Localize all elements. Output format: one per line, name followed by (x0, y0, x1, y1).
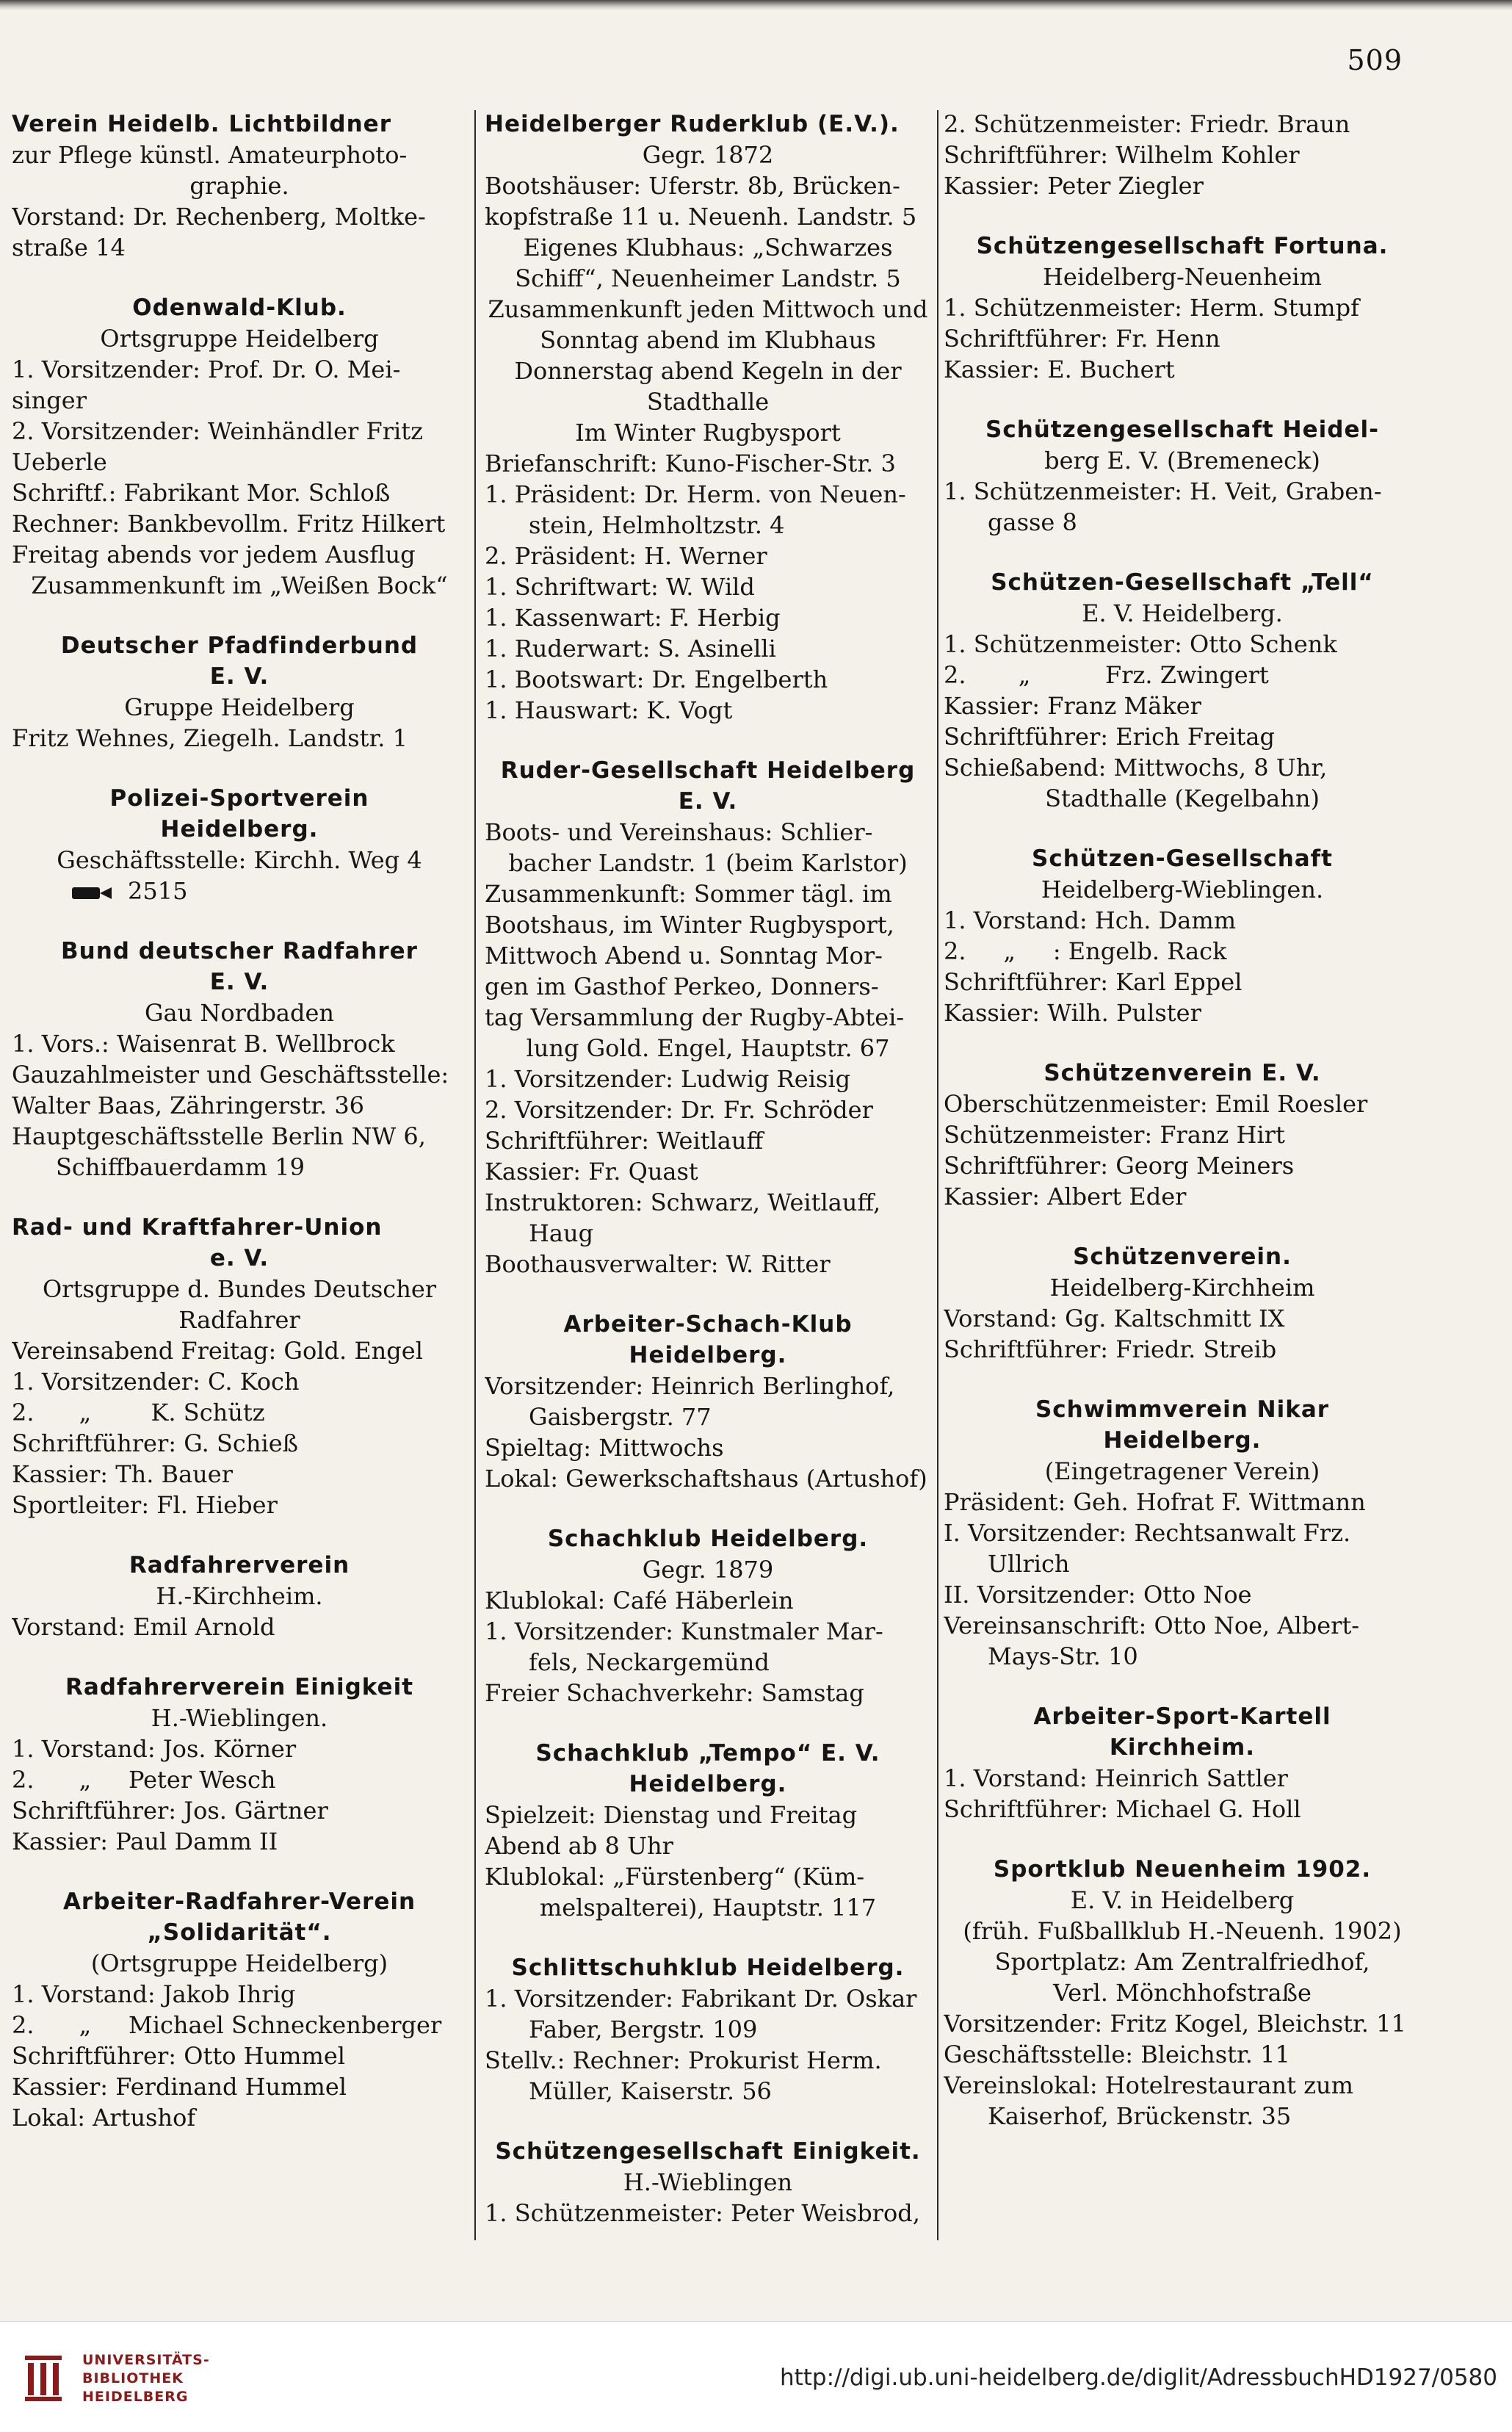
entry-line: fels, Neckargemünd (529, 1648, 770, 1676)
entry-line: 1. Vorstand: Jos. Körner (12, 1735, 297, 1763)
entry-heading: Sportklub Neuenheim 1902. (993, 1856, 1372, 1883)
entry-line: Schützenmeister: Franz Hirt (944, 1121, 1285, 1149)
entry-line: Zusammenkunft im „Weißen Bock“ (31, 571, 448, 599)
entry-line: 1. Vorstand: Hch. Damm (944, 906, 1237, 934)
library-name-line: UNIVERSITÄTS- (82, 2352, 210, 2368)
entry-line: Fritz Wehnes, Ziegelh. Landstr. 1 (12, 724, 408, 752)
directory-entry (944, 231, 1421, 385)
entry-line: 2. „ : Engelb. Rack (944, 937, 1227, 965)
entry-line: Schriftführer: Michael G. Holl (944, 1795, 1301, 1823)
entry-heading: E. V. (209, 969, 270, 995)
entry-heading: e. V. (209, 1245, 270, 1271)
directory-entry (485, 2136, 931, 2229)
entry-line: Boots- und Vereinshaus: Schlier- (485, 818, 873, 846)
directory-entry (944, 109, 1421, 201)
entry-spacer (12, 906, 467, 936)
entry-heading: Heidelberg. (1103, 1427, 1262, 1454)
entry-line: (früh. Fußballklub H.-Neuenh. 1902) (963, 1917, 1402, 1945)
entry-line: 2. Präsident: H. Werner (485, 542, 767, 570)
entry-line: H.-Wieblingen. (151, 1704, 328, 1732)
entry-line: singer (12, 386, 87, 414)
entry-spacer (12, 754, 467, 783)
entry-heading: E. V. (678, 788, 738, 815)
entry-line: tag Versammlung der Rugby-Abtei- (485, 1003, 905, 1031)
directory-entry (12, 1672, 467, 1857)
entry-heading: Schützen-Gesellschaft (1032, 845, 1333, 872)
entry-spacer (485, 1280, 931, 1309)
entry-line: Gaisbergstr. 77 (529, 1403, 712, 1431)
entry-line: 1. Schriftwart: W. Wild (485, 573, 755, 601)
entry-heading: Arbeiter-Sport-Kartell (1033, 1703, 1331, 1730)
entry-line: Sportplatz: Am Zentralfriedhof, (994, 1948, 1370, 1976)
entry-line: 1. Vorsitzender: C. Koch (12, 1368, 300, 1396)
entry-line: Gruppe Heidelberg (124, 693, 355, 721)
entry-heading: Arbeiter-Schach-Klub (563, 1311, 853, 1338)
entry-line: Stadthalle (Kegelbahn) (1045, 784, 1320, 812)
entry-line: Kassier: Franz Mäker (944, 692, 1201, 720)
entry-line: melspalterei), Hauptstr. 117 (539, 1894, 877, 1922)
entry-spacer (12, 1183, 467, 1212)
entry-line: Schriftführer: G. Schieß (12, 1429, 298, 1457)
entry-line: Schriftf.: Fabrikant Mor. Schloß (12, 479, 391, 507)
entry-line: graphie. (189, 172, 289, 200)
entry-line: Geschäftsstelle: Kirchh. Weg 4 (57, 846, 422, 874)
entry-line: Haug (529, 1219, 594, 1247)
entry-heading: Heidelberg. (629, 1771, 787, 1797)
entry-spacer (485, 1923, 931, 1952)
entry-line: H.-Wieblingen (623, 2168, 793, 2196)
entry-spacer (12, 1520, 467, 1550)
entry-spacer (944, 538, 1421, 567)
entry-line: Schriftführer: Weitlauff (485, 1127, 764, 1155)
entry-line: 1. Schützenmeister: H. Veit, Graben- (944, 477, 1382, 505)
entry-line: Schießabend: Mittwochs, 8 Uhr, (944, 754, 1328, 782)
entry-heading: E. V. (209, 663, 270, 690)
entry-line: Im Winter Rugbysport (575, 419, 841, 447)
entry-spacer (944, 814, 1421, 843)
entry-heading: Schachklub Heidelberg. (547, 1526, 869, 1552)
directory-entry (485, 1309, 931, 1494)
entry-line: Vorstand: Emil Arnold (12, 1613, 275, 1641)
entry-line: Donnerstag abend Kegeln in der (514, 357, 902, 385)
column-2 (485, 109, 931, 2229)
entry-line: 1. Vorsitzender: Ludwig Reisig (485, 1065, 851, 1093)
entry-line: Schiff“, Neuenheimer Landstr. 5 (515, 264, 901, 292)
entry-line: Gauzahlmeister und Geschäftsstelle: (12, 1061, 449, 1089)
entry-line: Schriftführer: Karl Eppel (944, 968, 1242, 996)
entry-heading: Heidelberger Ruderklub (E.V.). (485, 111, 900, 137)
page-edge-shadow (0, 0, 1512, 10)
entry-line: Geschäftsstelle: Bleichstr. 11 (944, 2041, 1290, 2068)
entry-line: 1. Vorstand: Jakob Ihrig (12, 1980, 296, 2008)
directory-entry (944, 1854, 1421, 2132)
entry-line: kopfstraße 11 u. Neuenh. Landstr. 5 (485, 203, 917, 231)
entry-line: Lokal: Artushof (12, 2104, 196, 2132)
entry-line: Lokal: Gewerkschaftshaus (Artushof) (485, 1465, 927, 1493)
entry-line: Freitag abends vor jedem Ausflug (12, 541, 416, 569)
entry-line: Vorsitzender: Fritz Kogel, Bleichstr. 11 (944, 2010, 1406, 2038)
entry-line: 2. Vorsitzender: Dr. Fr. Schröder (485, 1096, 873, 1124)
entry-line: Vereinslokal: Hotelrestaurant zum (944, 2071, 1353, 2099)
entry-heading: Schützenverein. (1073, 1244, 1292, 1270)
entry-spacer (944, 1028, 1421, 1058)
entry-line: 2. „ Michael Schneckenberger (12, 2011, 442, 2039)
entry-heading: Heidelberg. (160, 816, 319, 842)
entry-line: Schriftführer: Erich Freitag (944, 723, 1275, 751)
entry-line: Hauptgeschäftsstelle Berlin NW 6, (12, 1122, 426, 1150)
entry-line: 1. Bootswart: Dr. Engelberth (485, 665, 828, 693)
entry-line: (Eingetragener Verein) (1044, 1457, 1320, 1485)
entry-line: Zusammenkunft jeden Mittwoch und (488, 295, 928, 323)
entry-line: Sonntag abend im Klubhaus (540, 326, 876, 354)
entry-line: Vereinsanschrift: Otto Noe, Albert- (944, 1612, 1360, 1639)
directory-entry (944, 567, 1421, 814)
entry-spacer (12, 263, 467, 292)
entry-line: Gegr. 1872 (642, 141, 774, 169)
entry-spacer (12, 601, 467, 630)
entry-heading: Schützengesellschaft Einigkeit. (495, 2138, 921, 2165)
entry-heading: Schützengesellschaft Fortuna. (976, 233, 1389, 259)
entry-spacer (485, 2107, 931, 2136)
entry-line: Bootshaus, im Winter Rugbysport, (485, 911, 894, 939)
entry-line: Kassier: Fr. Quast (485, 1158, 698, 1186)
entry-line: Mittwoch Abend u. Sonntag Mor- (485, 942, 883, 970)
library-logo-icon (22, 2351, 65, 2403)
entry-spacer (944, 1825, 1421, 1854)
entry-line: II. Vorsitzender: Otto Noe (944, 1581, 1252, 1609)
entry-line: Ueberle (12, 448, 107, 476)
entry-heading: Kirchheim. (1109, 1734, 1256, 1761)
entry-line: E. V. in Heidelberg (1070, 1886, 1295, 1914)
entry-heading: Odenwald-Klub. (132, 295, 347, 321)
entry-line: bacher Landstr. 1 (beim Karlstor) (508, 849, 908, 877)
entry-line: 1. Schützenmeister: Otto Schenk (944, 630, 1337, 658)
entry-line: Stadthalle (646, 388, 770, 416)
entry-heading: Arbeiter-Radfahrer-Verein (62, 1888, 416, 1915)
entry-line: Schriftführer: Otto Hummel (12, 2042, 345, 2070)
entry-line: Stellv.: Rechner: Prokurist Herm. (485, 2046, 882, 2074)
entry-line: 1. Schützenmeister: Peter Weisbrod, (485, 2199, 920, 2227)
entry-line: 2. Schützenmeister: Friedr. Braun (944, 110, 1350, 138)
entry-heading: Schützen-Gesellschaft „Tell“ (991, 569, 1374, 596)
entry-line: zur Pflege künstl. Amateurphoto- (12, 141, 408, 169)
entry-line: gasse 8 (988, 508, 1077, 536)
entry-line: 1. Vorsitzender: Kunstmaler Mar- (485, 1617, 883, 1645)
column-3 (944, 109, 1421, 2132)
entry-spacer (944, 385, 1421, 414)
entry-spacer (944, 1672, 1421, 1701)
directory-entry (12, 1550, 467, 1642)
entry-spacer (944, 1212, 1421, 1241)
library-name-line: BIBLIOTHEK (82, 2370, 184, 2386)
entry-line: Schriftführer: Fr. Henn (944, 325, 1220, 353)
entry-line: Schriftführer: Wilhelm Kohler (944, 141, 1300, 169)
entry-line: Spielzeit: Dienstag und Freitag (485, 1801, 858, 1829)
entry-line: Klublokal: „Fürstenberg“ (Küm- (485, 1863, 865, 1891)
entry-heading: Verein Heidelb. Lichtbildner (12, 111, 391, 137)
entry-spacer (12, 1642, 467, 1672)
entry-line: Gegr. 1879 (642, 1556, 774, 1584)
entry-line: Vorsitzender: Heinrich Berlinghof, (485, 1372, 895, 1400)
entry-line: Kassier: Ferdinand Hummel (12, 2073, 347, 2101)
entry-line: Klublokal: Café Häberlein (485, 1587, 794, 1614)
directory-entry (485, 1952, 931, 2107)
entry-line: 2. „ Peter Wesch (12, 1766, 276, 1794)
entry-line: 1. Schützenmeister: Herm. Stumpf (944, 294, 1359, 322)
entry-line: Radfahrer (178, 1306, 300, 1334)
entry-line: Vorstand: Dr. Rechenberg, Moltke- (12, 203, 426, 231)
entry-line: stein, Helmholtzstr. 4 (529, 511, 785, 539)
entry-line: Oberschützenmeister: Emil Roesler (944, 1090, 1368, 1118)
phone-number: 2515 (128, 877, 188, 905)
entry-heading: Heidelberg. (629, 1342, 787, 1368)
entry-line: Vereinsabend Freitag: Gold. Engel (12, 1337, 423, 1365)
directory-entry (485, 109, 931, 726)
entry-line: lung Gold. Engel, Hauptstr. 67 (526, 1034, 890, 1062)
entry-heading: Schützenverein E. V. (1043, 1060, 1321, 1086)
column-divider (937, 110, 938, 2240)
entry-spacer (485, 726, 931, 755)
entry-line: berg E. V. (Bremeneck) (1044, 447, 1320, 475)
directory-entry (944, 1058, 1421, 1212)
entry-spacer (12, 1857, 467, 1886)
entry-spacer (944, 1365, 1421, 1394)
entry-line: Briefanschrift: Kuno-Fischer-Str. 3 (485, 450, 896, 477)
entry-line: 1. Vorstand: Heinrich Sattler (944, 1764, 1288, 1792)
entry-line: Ortsgruppe Heidelberg (100, 325, 379, 353)
entry-line: Gau Nordbaden (144, 999, 335, 1027)
entry-line: E. V. Heidelberg. (1082, 599, 1283, 627)
entry-line: 1. Kassenwart: F. Herbig (485, 604, 781, 632)
entry-heading: „Solidarität“. (147, 1919, 332, 1946)
entry-heading: Schützengesellschaft Heidel- (985, 416, 1379, 443)
entry-line: 1. Vorsitzender: Fabrikant Dr. Oskar (485, 1985, 917, 2013)
entry-line: Ullrich (988, 1550, 1070, 1578)
entry-line: Mays-Str. 10 (988, 1642, 1138, 1670)
directory-entry (485, 1738, 931, 1923)
entry-line: Heidelberg-Wieblingen. (1041, 876, 1324, 903)
page-number: 509 (1347, 44, 1403, 76)
library-name-line: HEIDELBERG (82, 2389, 189, 2405)
entry-spacer (944, 201, 1421, 231)
entry-heading: Polizei-Sportverein (109, 785, 369, 812)
entry-line: Boothausverwalter: W. Ritter (485, 1250, 831, 1278)
directory-entry (12, 1886, 467, 2133)
entry-line: Bootshäuser: Uferstr. 8b, Brücken- (485, 172, 900, 200)
entry-line: Schriftführer: Jos. Gärtner (12, 1797, 328, 1825)
directory-entry (12, 936, 467, 1183)
directory-entry (12, 783, 467, 906)
entry-line: Spieltag: Mittwochs (485, 1434, 724, 1462)
entry-line: gen im Gasthof Perkeo, Donners- (485, 973, 879, 1000)
directory-entry (12, 292, 467, 601)
entry-spacer (485, 1708, 931, 1738)
entry-line: 1. Vors.: Waisenrat B. Wellbrock (12, 1030, 395, 1058)
entry-heading: Bund deutscher Radfahrer (61, 938, 418, 964)
directory-entry (12, 630, 467, 754)
directory-entry (12, 1212, 467, 1520)
entry-heading: Schlittschuhklub Heidelberg. (511, 1955, 905, 1981)
entry-line: Walter Baas, Zähringerstr. 36 (12, 1091, 365, 1119)
source-url-link[interactable]: http://digi.ub.uni-heidelberg.de/diglit/AdressbuchHD1927/0580 (779, 2364, 1497, 2391)
entry-line: 2. „ Frz. Zwingert (944, 661, 1269, 689)
directory-entry (485, 1523, 931, 1708)
entry-line: 1. Ruderwart: S. Asinelli (485, 635, 776, 663)
entry-line: Müller, Kaiserstr. 56 (529, 2077, 772, 2105)
entry-spacer (485, 1494, 931, 1523)
entry-heading: Radfahrerverein Einigkeit (65, 1674, 414, 1700)
directory-entry (485, 755, 931, 1280)
entry-line: Zusammenkunft: Sommer tägl. im (485, 880, 892, 908)
telephone-icon (70, 884, 113, 902)
entry-line: 1. Vorsitzender: Prof. Dr. O. Mei- (12, 356, 401, 383)
entry-line: Schriftführer: Friedr. Streib (944, 1335, 1277, 1363)
entry-heading: Schwimmverein Nikar (1035, 1396, 1330, 1423)
directory-entry (944, 1241, 1421, 1365)
entry-line: Kassier: Paul Damm II (12, 1827, 278, 1855)
entry-line: Eigenes Klubhaus: „Schwarzes (523, 234, 893, 261)
entry-line: straße 14 (12, 234, 126, 261)
entry-line: (Ortsgruppe Heidelberg) (90, 1949, 388, 1977)
entry-line: Heidelberg-Neuenheim (1043, 263, 1322, 291)
entry-heading: Deutscher Pfadfinderbund (60, 632, 419, 659)
column-1 (12, 109, 467, 2133)
directory-entry (944, 414, 1421, 538)
column-divider (474, 110, 476, 2240)
entry-line (12, 876, 467, 906)
entry-line: Sportleiter: Fl. Hieber (12, 1491, 278, 1519)
entry-line: Kaiserhof, Brückenstr. 35 (988, 2102, 1292, 2130)
entry-line: Kassier: Albert Eder (944, 1183, 1187, 1210)
entry-line: Ortsgruppe d. Bundes Deutscher (42, 1275, 437, 1303)
entry-line: Vorstand: Gg. Kaltschmitt IX (944, 1305, 1285, 1332)
entry-line: Rechner: Bankbevollm. Fritz Hilkert (12, 510, 446, 538)
entry-line: Kassier: Peter Ziegler (944, 172, 1204, 200)
entry-line: Kassier: Wilh. Pulster (944, 999, 1201, 1027)
digitization-footer (0, 2321, 1512, 2432)
entry-line: I. Vorsitzender: Rechtsanwalt Frz. (944, 1519, 1351, 1547)
entry-line: Abend ab 8 Uhr (485, 1832, 673, 1860)
entry-line: 1. Hauswart: K. Vogt (485, 696, 733, 724)
entry-heading: Rad- und Kraftfahrer-Union (12, 1214, 383, 1241)
directory-entry (944, 1394, 1421, 1672)
entry-line: H.-Kirchheim. (156, 1582, 323, 1610)
entry-line: Faber, Bergstr. 109 (529, 2016, 758, 2043)
entry-line: Verl. Mönchhofstraße (1053, 1979, 1312, 2007)
entry-line: Schriftführer: Georg Meiners (944, 1152, 1295, 1180)
entry-heading: Ruder-Gesellschaft Heidelberg (500, 757, 916, 784)
library-name (82, 2351, 210, 2406)
directory-entry (12, 109, 467, 263)
entry-line: Schiffbauerdamm 19 (56, 1153, 305, 1181)
entry-line: 1. Präsident: Dr. Herm. von Neuen- (485, 480, 906, 508)
entry-line: 2. „ K. Schütz (12, 1399, 265, 1426)
entry-heading: Schachklub „Tempo“ E. V. (535, 1740, 880, 1767)
entry-line: Heidelberg-Kirchheim (1049, 1274, 1315, 1302)
entry-line: Kassier: E. Buchert (944, 356, 1175, 383)
entry-line: Präsident: Geh. Hofrat F. Wittmann (944, 1488, 1366, 1516)
directory-entry (944, 1701, 1421, 1825)
entry-line: Kassier: Th. Bauer (12, 1460, 233, 1488)
entry-line: Instruktoren: Schwarz, Weitlauff, (485, 1188, 881, 1216)
directory-entry (944, 843, 1421, 1028)
entry-line: Freier Schachverkehr: Samstag (485, 1679, 864, 1707)
entry-line: 2. Vorsitzender: Weinhändler Fritz (12, 417, 423, 445)
entry-heading: Radfahrerverein (129, 1552, 350, 1578)
